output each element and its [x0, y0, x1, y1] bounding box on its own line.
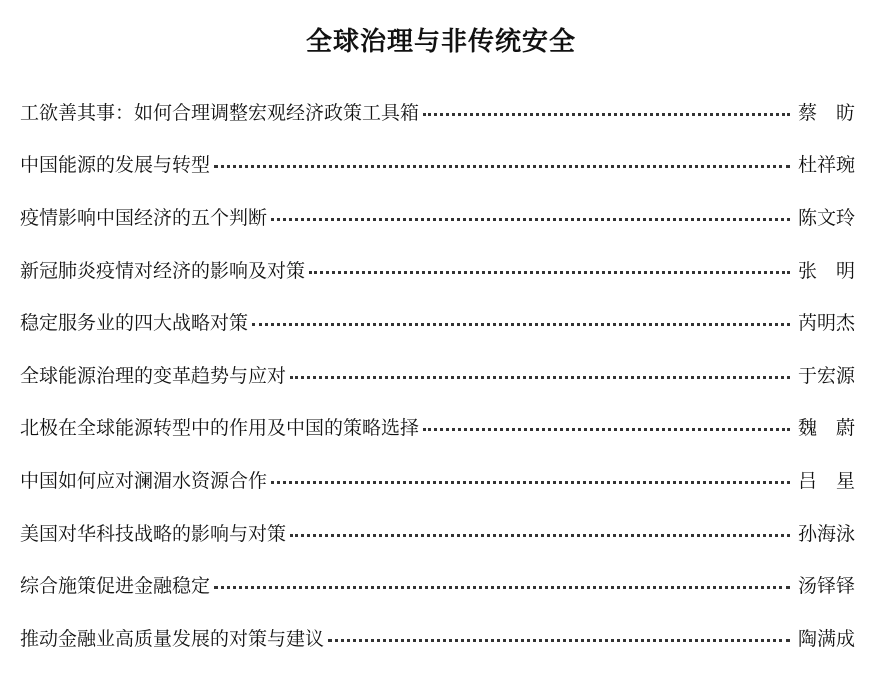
- toc-entry: [20, 401, 862, 454]
- dot-leader: [328, 639, 790, 642]
- toc-entry-author: 吕 星: [798, 469, 856, 492]
- toc-entry: [20, 243, 862, 296]
- toc-entry: [20, 558, 862, 611]
- dot-leader: [290, 534, 790, 537]
- dot-leader: [271, 218, 790, 221]
- toc-entry-author: 陈文玲: [798, 206, 856, 229]
- toc-entry: [20, 190, 862, 243]
- toc-entry-title: 北极在全球能源转型中的作用及中国的策略选择: [20, 417, 420, 440]
- toc-entry-author: 孙海泳: [798, 522, 856, 545]
- toc-entry: [20, 85, 862, 138]
- table-of-contents: [20, 85, 862, 664]
- toc-entry-author: 汤铎铎: [798, 575, 856, 598]
- dot-leader: [214, 586, 790, 589]
- toc-entry-author: 芮明杰: [798, 312, 856, 335]
- toc-entry-author: 魏 蔚: [798, 417, 856, 440]
- dot-leader: [309, 271, 790, 274]
- toc-entry-title: 工欲善其事：如何合理调整宏观经济政策工具箱: [20, 101, 420, 124]
- toc-entry-title: 中国如何应对澜湄水资源合作: [20, 469, 268, 492]
- toc-entry: [20, 295, 862, 348]
- toc-entry-title: 中国能源的发展与转型: [20, 154, 211, 177]
- dot-leader: [252, 323, 790, 326]
- dot-leader: [290, 376, 790, 379]
- toc-entry-author: 陶满成: [798, 627, 856, 650]
- toc-entry-title: 推动金融业高质量发展的对策与建议: [20, 627, 325, 650]
- toc-entry-title: 综合施策促进金融稳定: [20, 575, 211, 598]
- toc-entry-author: 于宏源: [798, 364, 856, 387]
- toc-entry-title: 美国对华科技战略的影响与对策: [20, 522, 287, 545]
- dot-leader: [271, 481, 790, 484]
- toc-entry-author: 张 明: [798, 259, 856, 282]
- toc-entry-author: 杜祥琬: [798, 154, 856, 177]
- toc-entry-title: 稳定服务业的四大战略对策: [20, 312, 249, 335]
- dot-leader: [214, 165, 790, 168]
- toc-entry: [20, 138, 862, 191]
- toc-entry: [20, 453, 862, 506]
- dot-leader: [423, 428, 790, 431]
- toc-entry-title: 全球能源治理的变革趋势与应对: [20, 364, 287, 387]
- toc-entry: [20, 611, 862, 664]
- toc-entry-title: 疫情影响中国经济的五个判断: [20, 206, 268, 229]
- toc-entry-title: 新冠肺炎疫情对经济的影响及对策: [20, 259, 306, 282]
- toc-entry: [20, 506, 862, 559]
- page-title: 全球治理与非传统安全: [305, 27, 576, 57]
- toc-entry: [20, 348, 862, 401]
- toc-entry-author: 蔡 昉: [798, 101, 856, 124]
- dot-leader: [423, 113, 790, 116]
